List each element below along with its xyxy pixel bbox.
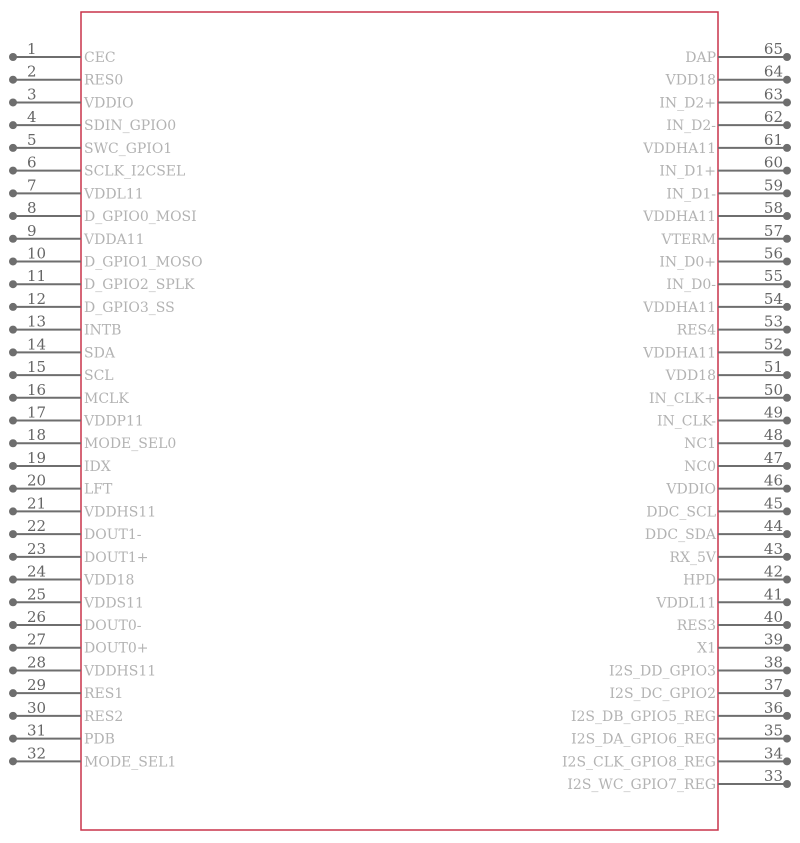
- pin-14: [9, 335, 116, 361]
- pin-name-label: DOUT0-: [84, 618, 142, 634]
- pin-name-label: VDDHS11: [84, 504, 157, 521]
- pin-number: 56: [763, 244, 783, 263]
- pin-number: 61: [763, 130, 783, 149]
- pin-name-label: SDIN_GPIO0: [84, 118, 177, 135]
- pin-8: [9, 199, 197, 225]
- pin-name-label: I2S_DB_GPIO5_REG: [570, 708, 716, 725]
- pin-name-label: SWC_GPIO1: [84, 140, 173, 157]
- pin-name-label: I2S_WC_GPIO7_REG: [567, 777, 716, 794]
- pin-number: 27: [27, 630, 47, 649]
- pin-number: 16: [27, 380, 47, 399]
- pin-terminal-dot: [783, 76, 791, 84]
- pin-name-label: SDA: [84, 345, 115, 362]
- pin-20: [9, 472, 113, 498]
- pin-number: 2: [27, 62, 37, 81]
- pin-terminal-dot: [783, 553, 791, 561]
- pin-terminal-dot: [9, 394, 17, 402]
- pin-name-label: RES2: [84, 708, 124, 725]
- pin-number: 59: [763, 176, 783, 195]
- pin-terminal-dot: [9, 257, 17, 265]
- pin-number: 29: [27, 676, 47, 695]
- pin-name-label: DOUT1+: [84, 549, 149, 566]
- pin-name-label: IDX: [84, 458, 111, 475]
- pin-name-label: HPD: [683, 572, 716, 589]
- pin-name-label: PDB: [84, 731, 115, 748]
- pin-name-label: VDDS11: [84, 595, 144, 612]
- pin-terminal-dot: [9, 121, 17, 129]
- pin-number: 40: [763, 608, 783, 626]
- pin-terminal-dot: [9, 689, 17, 697]
- pin-name-label: RES4: [676, 322, 716, 339]
- pin-name-label: VDDHA11: [643, 209, 716, 226]
- pin-name-label: RES3: [676, 618, 716, 634]
- pin-name-label: VTERM: [661, 231, 716, 248]
- pin-36: [571, 699, 791, 725]
- pin-name-label: D_GPIO2_SPLK: [84, 277, 195, 294]
- pin-name-label: RES1: [84, 686, 124, 703]
- pin-name-label: VDDIO: [84, 95, 134, 112]
- pin-name-label: IN_D0+: [659, 254, 716, 271]
- pin-number: 53: [763, 312, 783, 331]
- pin-terminal-dot: [783, 167, 791, 175]
- pin-terminal-dot: [9, 189, 17, 197]
- pin-number: 35: [763, 721, 783, 740]
- pin-number: 15: [27, 358, 47, 377]
- pin-number: 33: [763, 767, 783, 786]
- pin-name-label: DDC_SDA: [644, 527, 716, 544]
- pin-number: 10: [27, 244, 47, 263]
- pin-terminal-dot: [9, 235, 17, 243]
- pin-number: 38: [763, 653, 783, 672]
- pin-number: 58: [763, 199, 783, 218]
- pin-number: 32: [27, 744, 47, 763]
- pin-terminal-dot: [9, 326, 17, 334]
- pin-13: [9, 313, 121, 339]
- pin-terminal-dot: [783, 757, 791, 765]
- pin-terminal-dot: [9, 76, 17, 84]
- pin-terminal-dot: [783, 530, 791, 538]
- pin-terminal-dot: [9, 439, 17, 447]
- pin-terminal-dot: [783, 462, 791, 470]
- pin-number: 57: [763, 221, 783, 240]
- pin-number: 63: [763, 85, 783, 104]
- pin-number: 49: [763, 403, 783, 422]
- pin-number: 23: [27, 539, 47, 558]
- pin-number: 18: [27, 426, 47, 445]
- pin-number: 11: [27, 267, 47, 286]
- pin-name-label: VDDHS11: [84, 663, 157, 680]
- pin-number: 30: [27, 698, 47, 717]
- pin-number: 9: [27, 221, 37, 240]
- pin-terminal-dot: [9, 598, 17, 606]
- pin-number: 54: [763, 289, 783, 308]
- pin-terminal-dot: [783, 280, 791, 288]
- pin-terminal-dot: [9, 576, 17, 584]
- pin-terminal-dot: [9, 144, 17, 152]
- pin-number: 7: [27, 176, 37, 195]
- pin-number: 48: [763, 426, 783, 445]
- pin-number: 50: [763, 380, 783, 399]
- pin-number: 13: [27, 312, 47, 331]
- pin-terminal-dot: [9, 98, 17, 106]
- pin-name-label: D_GPIO0_MOSI: [84, 209, 197, 226]
- pin-name-label: VDDIO: [666, 481, 716, 498]
- pin-number: 52: [763, 335, 783, 354]
- pin-terminal-dot: [783, 439, 791, 447]
- pin-terminal-dot: [783, 53, 791, 61]
- pin-name-label: VDD18: [665, 368, 716, 385]
- pin-terminal-dot: [9, 371, 17, 379]
- pin-terminal-dot: [783, 371, 791, 379]
- pin-terminal-dot: [783, 507, 791, 515]
- pin-number: 5: [27, 130, 37, 149]
- pin-number: 12: [27, 289, 47, 308]
- pin-terminal-dot: [9, 757, 17, 765]
- pin-number: 39: [763, 630, 783, 649]
- pin-name-label: VDD18: [84, 572, 135, 589]
- pin-number: 46: [763, 471, 783, 490]
- pin-name-label: I2S_DC_GPIO2: [609, 686, 716, 703]
- pin-number: 25: [27, 585, 47, 604]
- pin-number: 47: [763, 448, 783, 467]
- pin-terminal-dot: [783, 780, 791, 788]
- pin-name-label: RX_5V: [669, 549, 716, 566]
- pin-number: 14: [27, 335, 47, 354]
- pin-33: [567, 767, 791, 793]
- ic-body-outline: [81, 12, 718, 830]
- pin-name-label: IN_CLK-: [657, 413, 716, 430]
- pin-terminal-dot: [9, 621, 17, 629]
- pin-terminal-dot: [783, 144, 791, 152]
- pin-name-label: LFT: [84, 481, 113, 498]
- pin-number: 45: [763, 494, 783, 513]
- pin-number: 22: [27, 517, 47, 536]
- pin-terminal-dot: [783, 417, 791, 425]
- pin-15: [9, 358, 114, 384]
- pin-name-label: NC1: [684, 436, 716, 453]
- pin-terminal-dot: [783, 212, 791, 220]
- pin-name-label: IN_D1-: [666, 186, 716, 203]
- pin-number: 37: [763, 676, 783, 695]
- pin-number: 8: [27, 199, 37, 218]
- pin-terminal-dot: [9, 303, 17, 311]
- pin-number: 65: [763, 40, 783, 58]
- pin-name-label: VDDHA11: [643, 140, 716, 157]
- pin-number: 41: [763, 585, 783, 604]
- pin-terminal-dot: [9, 507, 17, 515]
- pin-name-label: VDD18: [665, 72, 716, 89]
- pin-name-label: INTB: [84, 322, 122, 339]
- pin-31: [9, 722, 115, 748]
- pin-number: 62: [763, 108, 783, 127]
- pin-number: 42: [763, 562, 783, 581]
- pin-number: 43: [763, 539, 783, 558]
- pin-name-label: DOUT1-: [84, 527, 142, 544]
- pin-name-label: I2S_DD_GPIO3: [609, 663, 716, 680]
- pin-name-label: MODE_SEL0: [84, 436, 177, 453]
- pin-terminal-dot: [9, 530, 17, 538]
- pin-terminal-dot: [783, 666, 791, 674]
- pin-name-label: DAP: [685, 50, 716, 66]
- pin-number: 36: [763, 698, 783, 717]
- pin-name-label: X1: [697, 640, 716, 657]
- pin-number: 64: [763, 62, 783, 81]
- pin-1: [9, 40, 116, 66]
- pin-number: 1: [27, 40, 37, 58]
- pin-terminal-dot: [9, 553, 17, 561]
- pin-name-label: VDDP11: [84, 413, 144, 430]
- pin-number: 44: [763, 517, 783, 536]
- pin-terminal-dot: [9, 212, 17, 220]
- pin-number: 51: [763, 358, 783, 377]
- pin-number: 6: [27, 153, 37, 172]
- pin-number: 28: [27, 653, 47, 672]
- pin-name-label: VDDL11: [84, 186, 144, 203]
- pin-name-label: D_GPIO1_MOSO: [84, 254, 203, 271]
- pin-number: 26: [27, 608, 47, 626]
- pin-terminal-dot: [9, 735, 17, 743]
- pin-number: 3: [27, 85, 37, 104]
- pin-terminal-dot: [9, 666, 17, 674]
- pin-name-label: DDC_SCL: [646, 504, 716, 521]
- pin-number: 20: [27, 471, 47, 490]
- pin-terminal-dot: [9, 280, 17, 288]
- pin-name-label: DOUT0+: [84, 640, 149, 657]
- left-pin-group: [9, 40, 203, 770]
- pin-name-label: IN_D2-: [666, 118, 716, 135]
- pin-number: 31: [27, 721, 47, 740]
- pin-name-label: CEC: [84, 50, 116, 66]
- pin-name-label: IN_CLK+: [649, 390, 716, 407]
- pin-35: [571, 722, 791, 748]
- pin-terminal-dot: [783, 598, 791, 606]
- pin-name-label: D_GPIO3_SS: [84, 299, 175, 316]
- pin-name-label: NC0: [684, 458, 716, 475]
- pin-terminal-dot: [783, 121, 791, 129]
- pin-name-label: IN_D1+: [659, 163, 716, 180]
- pin-19: [9, 449, 111, 475]
- pin-number: 55: [763, 267, 783, 286]
- pin-name-label: RES0: [84, 72, 124, 89]
- pin-name-label: MCLK: [84, 390, 129, 407]
- pin-number: 34: [763, 744, 783, 763]
- pin-terminal-dot: [783, 621, 791, 629]
- pin-name-label: VDDHA11: [643, 345, 716, 362]
- pin-terminal-dot: [783, 257, 791, 265]
- pin-terminal-dot: [9, 485, 17, 493]
- pin-terminal-dot: [9, 712, 17, 720]
- pin-terminal-dot: [783, 485, 791, 493]
- pin-terminal-dot: [9, 417, 17, 425]
- pin-terminal-dot: [783, 348, 791, 356]
- pin-name-label: SCLK_I2CSEL: [84, 163, 186, 180]
- pin-name-label: IN_D0-: [666, 277, 716, 294]
- pin-terminal-dot: [783, 189, 791, 197]
- pin-terminal-dot: [783, 576, 791, 584]
- pin-terminal-dot: [783, 644, 791, 652]
- pin-name-label: VDDA11: [84, 231, 145, 248]
- pin-terminal-dot: [783, 235, 791, 243]
- pin-name-label: SCL: [84, 368, 114, 385]
- right-pin-group: [562, 40, 791, 793]
- pin-terminal-dot: [783, 712, 791, 720]
- pin-terminal-dot: [9, 167, 17, 175]
- pin-number: 60: [763, 153, 783, 172]
- pin-number: 19: [27, 448, 47, 467]
- pin-number: 24: [27, 562, 47, 581]
- pin-name-label: VDDHA11: [643, 299, 716, 316]
- pin-terminal-dot: [783, 394, 791, 402]
- pin-name-label: IN_D2+: [659, 95, 716, 112]
- pin-terminal-dot: [9, 348, 17, 356]
- pin-name-label: VDDL11: [656, 595, 716, 612]
- pin-name-label: I2S_CLK_GPIO8_REG: [562, 754, 716, 771]
- pin-terminal-dot: [783, 326, 791, 334]
- pin-terminal-dot: [9, 644, 17, 652]
- pin-32: [9, 744, 176, 770]
- pin-number: 21: [27, 494, 47, 513]
- pin-34: [562, 744, 791, 770]
- pin-terminal-dot: [783, 98, 791, 106]
- pin-terminal-dot: [783, 303, 791, 311]
- pin-terminal-dot: [783, 735, 791, 743]
- pin-terminal-dot: [783, 689, 791, 697]
- pin-name-label: I2S_DA_GPIO6_REG: [571, 731, 716, 748]
- pin-name-label: MODE_SEL1: [84, 754, 177, 771]
- pin-terminal-dot: [9, 462, 17, 470]
- pin-terminal-dot: [9, 53, 17, 61]
- pin-number: 17: [27, 403, 47, 422]
- pin-number: 4: [27, 108, 37, 127]
